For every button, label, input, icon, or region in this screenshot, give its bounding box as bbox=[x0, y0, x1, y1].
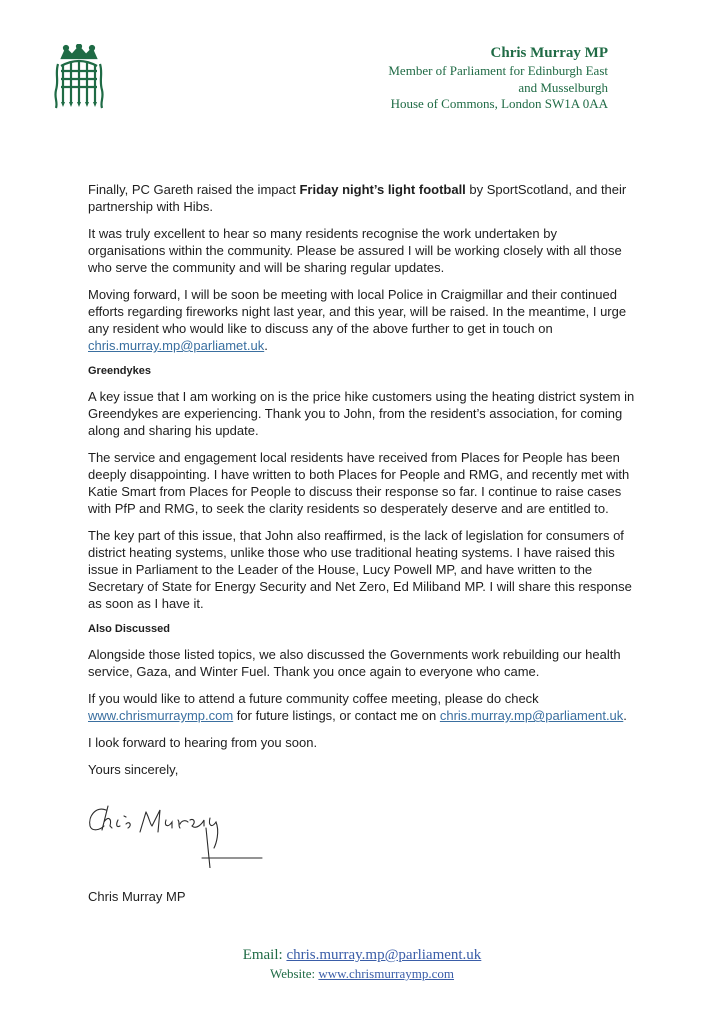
footer-email-link[interactable]: chris.murray.mp@parliament.uk bbox=[286, 947, 482, 963]
footer-website-line bbox=[0, 965, 724, 982]
footer-website-link[interactable]: www.chrismurraymp.com bbox=[318, 966, 455, 981]
website-link[interactable]: www.chrismurraymp.com bbox=[88, 708, 234, 723]
closing: Yours sincerely, bbox=[88, 762, 179, 777]
paragraph-text: Finally, PC Gareth raised the impact bbox=[88, 182, 300, 197]
email-link[interactable]: chris.murray.mp@parliamet.uk bbox=[88, 338, 265, 353]
footer-website-label: Website: bbox=[269, 966, 319, 981]
footer-email-line bbox=[0, 946, 724, 965]
email-link[interactable]: chris.murray.mp@parliament.uk bbox=[439, 708, 624, 723]
paragraph: The key part of this issue, that John also reaffirmed, is the lack of legislation for consumers of district heating systems, unlike those who use traditional heating systems. I have raised this issue in Parliament to the Leader of the House, Lucy Powell MP, and have written to the Secretary of State for Energy Security and Net Zero, Ed Miliband MP. I will share this response as soon as I have it. bbox=[88, 528, 632, 611]
paragraph-text: . bbox=[264, 338, 268, 353]
section-heading-also-discussed: Also Discussed bbox=[88, 623, 170, 635]
letter-body bbox=[88, 181, 636, 788]
paragraph-text: for future listings, or contact me on bbox=[233, 708, 440, 723]
paragraph bbox=[88, 286, 636, 354]
signature-name: Chris Murray MP bbox=[88, 889, 186, 904]
portcullis-icon bbox=[54, 44, 104, 110]
paragraph bbox=[88, 181, 636, 215]
paragraph-text: Moving forward, I will be soon be meeting with local Police in Craigmillar and their continued efforts regarding fireworks night last year, and this year, will be raised. In the meantime, I urge any resident who would like to discuss any of the above further to get in touch on bbox=[88, 287, 627, 336]
paragraph: The service and engagement local residents have received from Places for People has been deeply disappointing. I have written to both Places for People and RMG, and recently met with Katie Smart from Places for People to discuss their response so far. I continue to raise cases with PfP and RMG, to seek the clarity residents so desperately deserve and are entitled to. bbox=[88, 450, 630, 516]
letter-footer bbox=[0, 946, 724, 982]
paragraph-text: . bbox=[623, 708, 627, 723]
mp-name: Chris Murray MP bbox=[490, 45, 608, 61]
paragraph bbox=[88, 690, 636, 724]
office-address: House of Commons, London SW1A 0AA bbox=[390, 96, 608, 111]
bold-text: Friday night’s light football bbox=[299, 182, 466, 197]
constituency-line-2: and Musselburgh bbox=[518, 79, 608, 95]
constituency-line-1: Member of Parliament for Edinburgh East bbox=[388, 63, 608, 78]
paragraph: It was truly excellent to hear so many residents recognise the work undertaken by organisations within the community. Please be assured I will be working closely with all those who serve the community and will be sharing regular updates. bbox=[88, 226, 622, 275]
paragraph-text: If you would like to attend a future community coffee meeting, please do check bbox=[88, 691, 539, 706]
paragraph: Alongside those listed topics, we also discussed the Governments work rebuilding our health service, Gaza, and Winter Fuel. Thank you once again to everyone who came. bbox=[88, 647, 621, 679]
paragraph-text: by SportScotland, and their partnership with Hibs. bbox=[88, 182, 627, 214]
paragraph: A key issue that I am working on is the price hike customers using the heating district system in Greendykes are experiencing. Thank you to John, from the resident’s association, for coming along and sharing his update. bbox=[88, 389, 635, 438]
section-heading-greendykes: Greendykes bbox=[88, 365, 151, 377]
handwritten-signature bbox=[86, 796, 266, 868]
footer-email-label: Email: bbox=[242, 947, 287, 963]
paragraph: I look forward to hearing from you soon. bbox=[88, 735, 318, 750]
letterhead bbox=[388, 44, 608, 113]
